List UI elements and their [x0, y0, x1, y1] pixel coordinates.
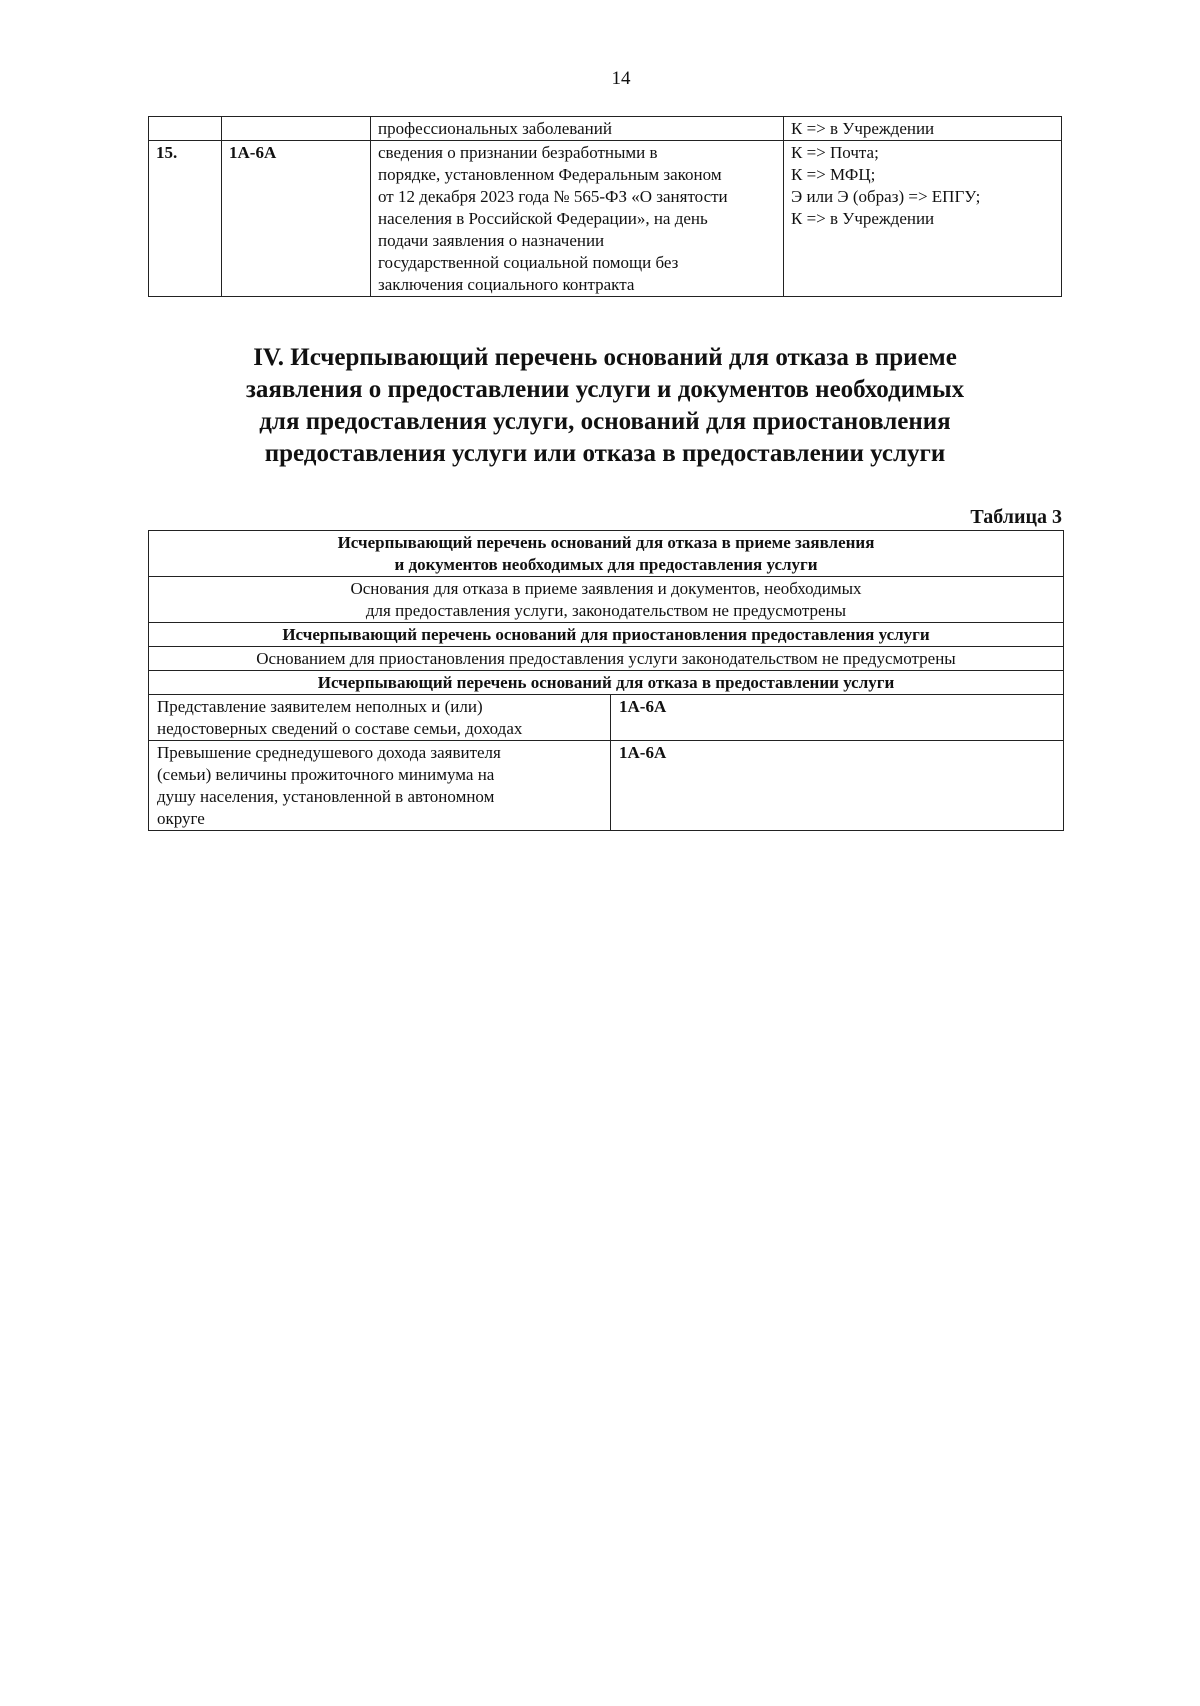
- reason-line: Представление заявителем неполных и (или): [157, 697, 483, 716]
- text-line: для предоставления услуги, законодательством не предусмотрены: [365, 601, 847, 620]
- refusal-grounds-table: [148, 530, 1064, 831]
- document-line: заключения социального контракта: [378, 275, 635, 294]
- page-number: 14: [611, 68, 631, 89]
- submission-methods: [784, 141, 1062, 297]
- category-code: 1А-6А: [222, 141, 371, 297]
- table-row: [149, 531, 1064, 577]
- text-refusal-acceptance: [149, 577, 1064, 623]
- method-line: К => Почта;: [791, 143, 879, 162]
- document-line: порядке, установленном Федеральным законом: [378, 165, 722, 184]
- table-row: [149, 141, 1062, 297]
- table-row: [149, 695, 1064, 741]
- refusal-reason: [149, 695, 611, 741]
- heading-suspension: Исчерпывающий перечень оснований для приостановления предоставления услуги: [149, 623, 1064, 647]
- section-title-line: заявления о предоставлении услуги и документов необходимых: [245, 376, 965, 403]
- reason-line: недостоверных сведений о составе семьи, доходах: [157, 719, 523, 738]
- text-suspension: Основанием для приостановления предоставления услуги законодательством не предусмотрены: [149, 647, 1064, 671]
- heading-line: Исчерпывающий перечень оснований для отказа в приеме заявления: [337, 533, 875, 552]
- section-title-line: предоставления услуги или отказа в предоставлении услуги: [264, 440, 946, 467]
- table-row: [149, 623, 1064, 647]
- reason-line: Превышение среднедушевого дохода заявителя: [157, 743, 501, 762]
- heading-refusal-acceptance: [149, 531, 1064, 577]
- table-row: [149, 117, 1062, 141]
- reason-line: округе: [157, 809, 205, 828]
- document-description: [371, 141, 784, 297]
- submission-methods: [784, 117, 1062, 141]
- section-title: [148, 342, 1062, 470]
- heading-refusal-service: Исчерпывающий перечень оснований для отказа в предоставлении услуги: [149, 671, 1064, 695]
- row-number: 15.: [149, 141, 222, 297]
- method-line: Э или Э (образ) => ЕПГУ;: [791, 187, 981, 206]
- table-row: [149, 671, 1064, 695]
- row-number: [149, 117, 222, 141]
- reason-line: (семьи) величины прожиточного минимума на: [157, 765, 495, 784]
- heading-line: и документов необходимых для предоставления услуги: [394, 555, 818, 574]
- table-row: [149, 741, 1064, 831]
- refusal-reason: [149, 741, 611, 831]
- document-line: населения в Российской Федерации», на день: [378, 209, 708, 228]
- document-line: от 12 декабря 2023 года № 565-ФЗ «О занятости: [378, 187, 728, 206]
- method-line: К => в Учреждении: [791, 119, 935, 138]
- section-title-line: IV. Исчерпывающий перечень оснований для отказа в приеме: [253, 344, 957, 371]
- document-line: сведения о признании безработными в: [378, 143, 658, 162]
- category-code: 1А-6А: [611, 741, 1064, 831]
- document-description: [371, 117, 784, 141]
- method-line: К => МФЦ;: [791, 165, 876, 184]
- document-line: подачи заявления о назначении: [378, 231, 605, 250]
- section-title-line: для предоставления услуги, оснований для приостановления: [259, 408, 951, 435]
- document-line: профессиональных заболеваний: [378, 119, 612, 138]
- reason-line: душу населения, установленной в автономном: [157, 787, 495, 806]
- document-line: государственной социальной помощи без: [378, 253, 679, 272]
- table-row: [149, 647, 1064, 671]
- method-line: К => в Учреждении: [791, 209, 935, 228]
- table-caption: Таблица 3: [970, 506, 1062, 528]
- category-code: [222, 117, 371, 141]
- category-code: 1А-6А: [611, 695, 1064, 741]
- documents-table-continuation: [148, 116, 1062, 297]
- table-row: [149, 577, 1064, 623]
- text-line: Основания для отказа в приеме заявления и документов, необходимых: [350, 579, 862, 598]
